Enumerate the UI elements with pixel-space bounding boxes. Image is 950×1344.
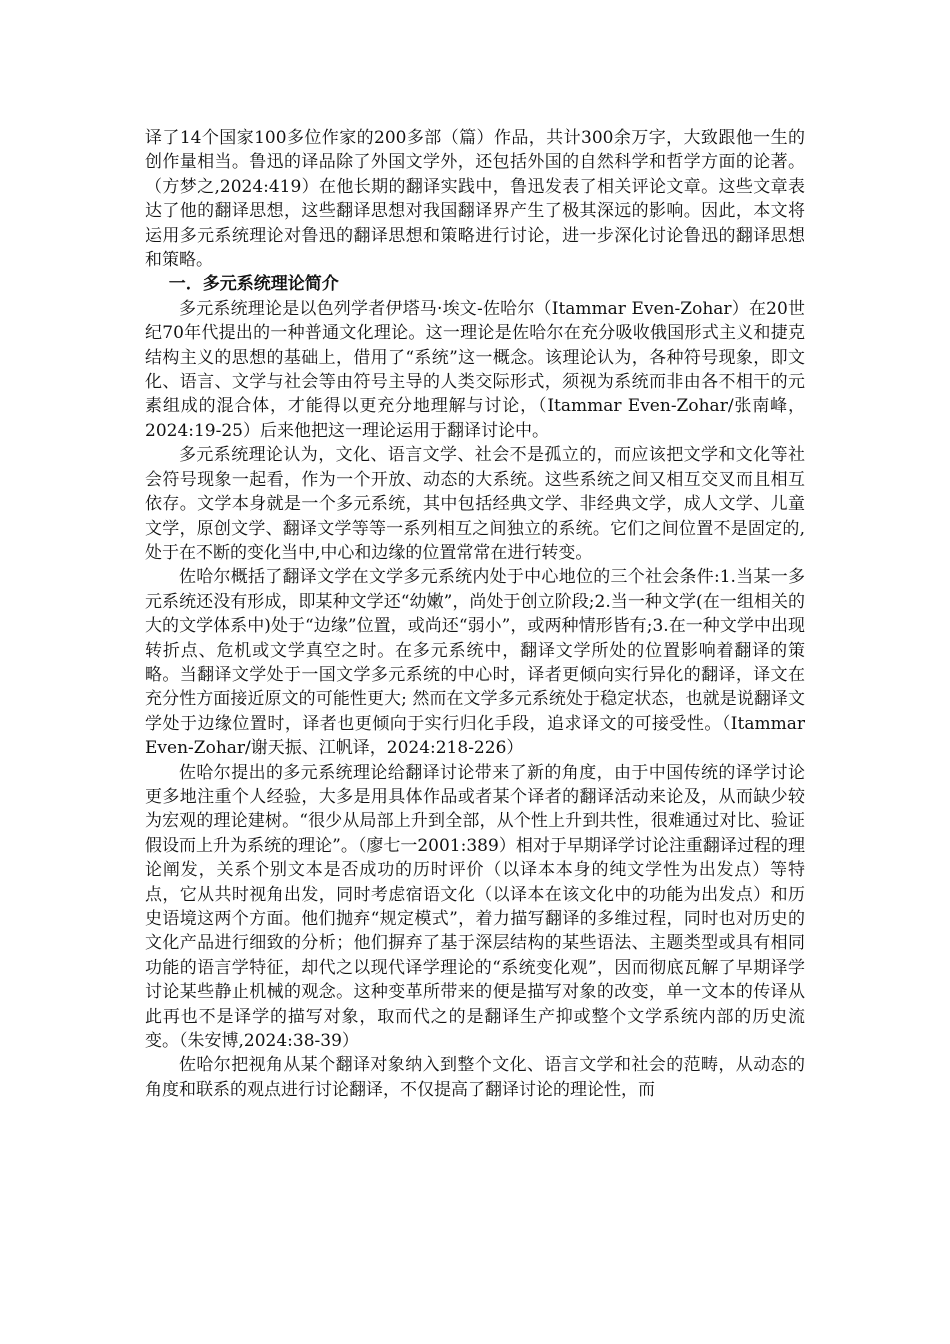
body-paragraph: 佐哈尔概括了翻译文学在文学多元系统内处于中心地位的三个社会条件:1.当某一多元系统还没有形成，即某种文学还“幼嫩”，尚处于创立阶段;2.当一种文学(在一组相关的大的文学体系中)处于“边缘”位置，或尚还“弱小”，或两种情形皆有;3.在一种文学中出现转折点、危机或文学真空之时。在多元系统中，翻译文学所处的位置影响着翻译的策略。当翻译文学处于一国文学多元系统的中心时，译者更倾向实行异化的翻译，译文在充分性方面接近原文的可能性更大; 然而在文学多元系统处于稳定状态，也就是说翻译文学处于边缘位置时，译者也更倾向于实行归化手段，追求译文的可接受性。（Itammar Even-Zohar/谢天振、江帆译，2024:218-226）	[145, 567, 805, 759]
body-paragraph: 多元系统理论是以色列学者伊塔马·埃文-佐哈尔（Itammar Even-Zohar）在20世纪70年代提出的一种普通文化理论。这一理论是佐哈尔在充分吸收俄国形式主义和捷克结构主义的思想的基础上，借用了“系统”这一概念。该理论认为，各种符号现象，即文化、语言、文学与社会等由符号主导的人类交际形式，须视为系统而非由各不相干的元素组成的混合体，才能得以更充分地理解与讨论，（Itammar Even-Zohar/张南峰，2024:19-25）后来他把这一理论运用于翻译讨论中。	[145, 298, 805, 441]
opening-paragraph: 译了14个国家100多位作家的200多部（篇）作品，共计300余万字，大致跟他一生的创作量相当。鲁迅的译品除了外国文学外，还包括外国的自然科学和哲学方面的论著。（方梦之,2024:419）在他长期的翻译实践中，鲁迅发表了相关评论文章。这些文章表达了他的翻译思想，这些翻译思想对我国翻译界产生了极其深远的影响。因此，本文将运用多元系统理论对鲁迅的翻译思想和策略进行讨论，进一步深化讨论鲁迅的翻译思想和策略。	[145, 128, 805, 271]
document-page	[145, 126, 805, 1102]
body-paragraph: 多元系统理论认为，文化、语言文学、社会不是孤立的，而应该把文学和文化等社会符号现象一起看，作为一个开放、动态的大系统。这些系统之间又相互交叉而且相互依存。文学本身就是一个多元系统，其中包括经典文学、非经典文学，成人文学、儿童文学，原创文学、翻译文学等等一系列相互之间独立的系统。它们之间位置不是固定的,处于在不断的变化当中,中心和边缘的位置常常在进行转变。	[145, 445, 805, 563]
body-paragraph: 佐哈尔提出的多元系统理论给翻译讨论带来了新的角度，由于中国传统的译学讨论更多地注重个人经验，大多是用具体作品或者某个译者的翻译活动来论及，从而缺少较为宏观的理论建树。“很少从局部上升到全部，从个性上升到共性，很难通过对比、验证假设而上升为系统的理论”。（廖七一2001:389）相对于早期译学讨论注重翻译过程的理论阐发，关系个别文本是否成功的历时评价（以译本本身的纯文学性为出发点）等特点，它从共时视角出发，同时考虑宿语文化（以译本在该文化中的功能为出发点）和历史语境这两个方面。他们抛弃“规定模式”，着力描写翻译的多维过程，同时也对历史的文化产品进行细致的分析；他们摒弃了基于深层结构的某些语法、主题类型或具有相同功能的语言学特征，却代之以现代译学理论的“系统变化观”，因而彻底瓦解了早期译学讨论某些静止机械的观念。这种变革所带来的便是描写对象的改变，单一文本的传译从此再也不是译学的描写对象，取而代之的是翻译生产抑或整个文学系统内部的历史流变。（朱安博,2024:38-39）	[145, 762, 805, 1052]
section-heading: 一．多元系统理论简介	[168, 274, 339, 295]
body-paragraph: 佐哈尔把视角从某个翻译对象纳入到整个文化、语言文学和社会的范畴，从动态的角度和联系的观点进行讨论翻译，不仅提高了翻译讨论的理论性，而	[145, 1055, 805, 1100]
